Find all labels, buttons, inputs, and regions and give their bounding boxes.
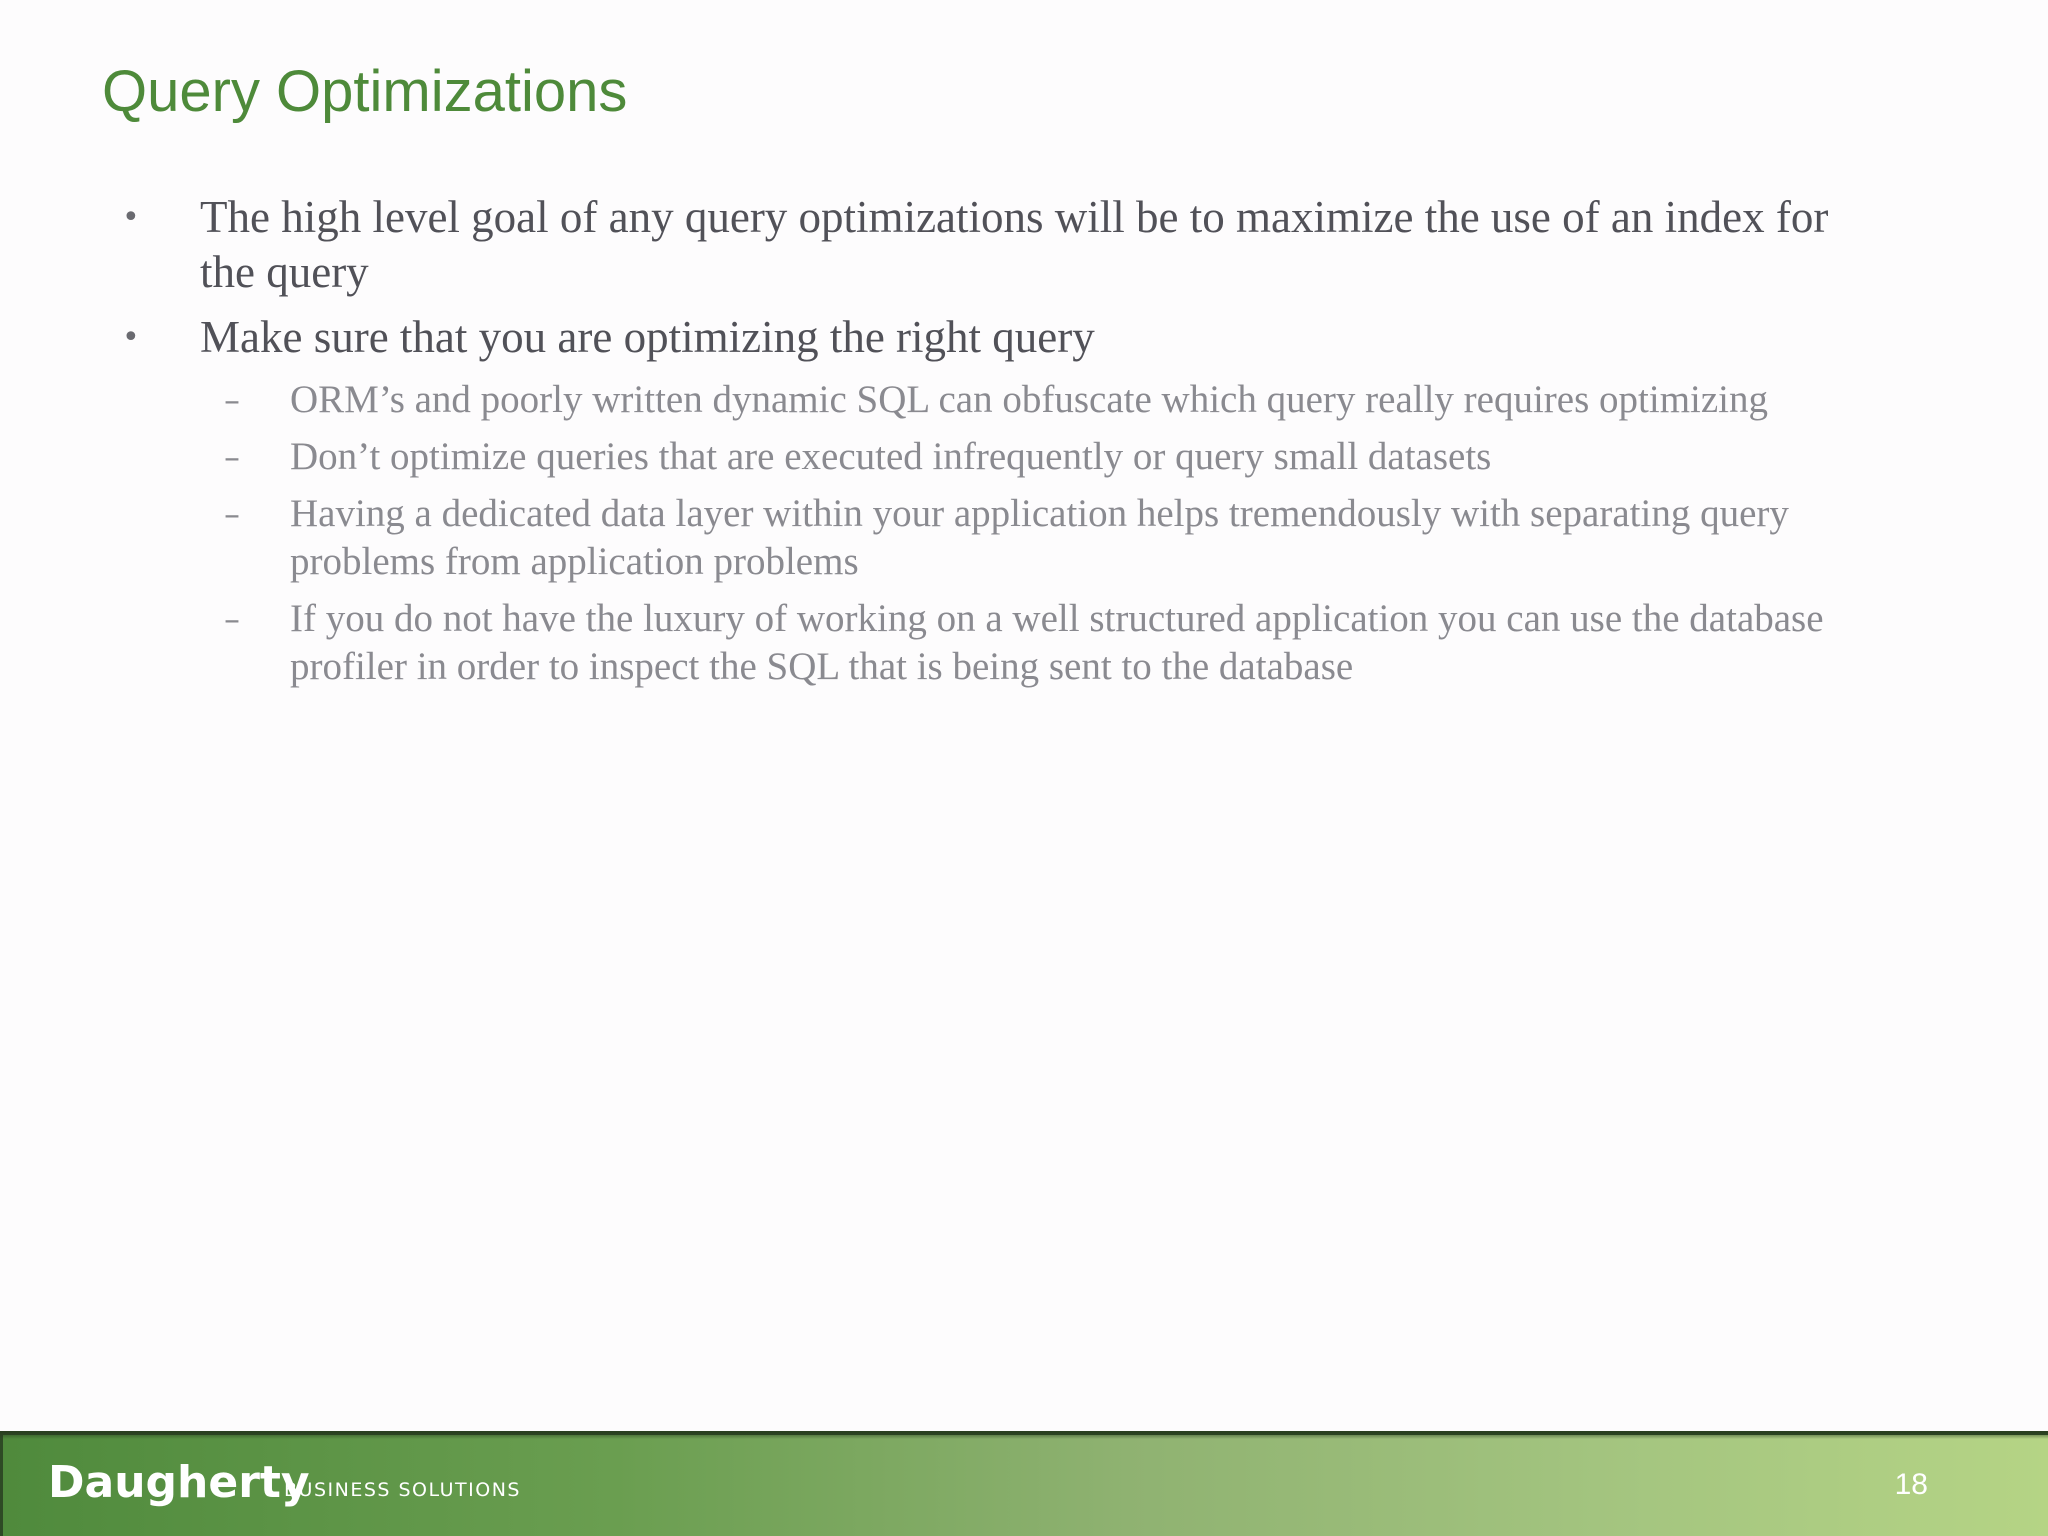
bullet-marker: • [122, 320, 140, 355]
page-number: 18 [1894, 1468, 1928, 1501]
bullet-list [0, 190, 2048, 375]
bullet-text: Make sure that you are optimizing the right query [200, 312, 1095, 362]
bullet-item [0, 310, 2048, 365]
brand-logo: Daugherty [48, 1457, 310, 1508]
sub-bullet-text: Don’t optimize queries that are executed infrequently or query small datasets [290, 435, 1492, 478]
sub-bullet-list [0, 376, 2048, 701]
sub-bullet-item [200, 376, 2048, 424]
brand-tagline: BUSINESS SOLUTIONS [284, 1479, 521, 1501]
footer-bar [0, 1431, 2048, 1536]
dash-marker: – [224, 381, 240, 419]
sub-bullet-item [200, 490, 2048, 586]
bullet-marker: • [122, 200, 140, 235]
bullet-item [0, 190, 2048, 300]
sub-list-wrapper [0, 376, 2048, 691]
dash-marker: – [224, 600, 240, 638]
sub-bullet-item [200, 595, 2048, 691]
sub-bullet-text: ORM’s and poorly written dynamic SQL can obfuscate which query really requires optimizing [290, 378, 1769, 421]
sub-bullet-text: Having a dedicated data layer within your application helps tremendously with separating query problems from application problems [290, 492, 1789, 583]
bullet-text: The high level goal of any query optimizations will be to maximize the use of an index for the query [200, 192, 1829, 297]
sub-bullet-item [200, 433, 2048, 481]
sub-bullet-text: If you do not have the luxury of working on a well structured application you can use the database profiler in order to inspect the SQL that is being sent to the database [290, 597, 1824, 688]
slide-title: Query Optimizations [102, 59, 628, 124]
dash-marker: – [224, 495, 240, 533]
dash-marker: – [224, 438, 240, 476]
